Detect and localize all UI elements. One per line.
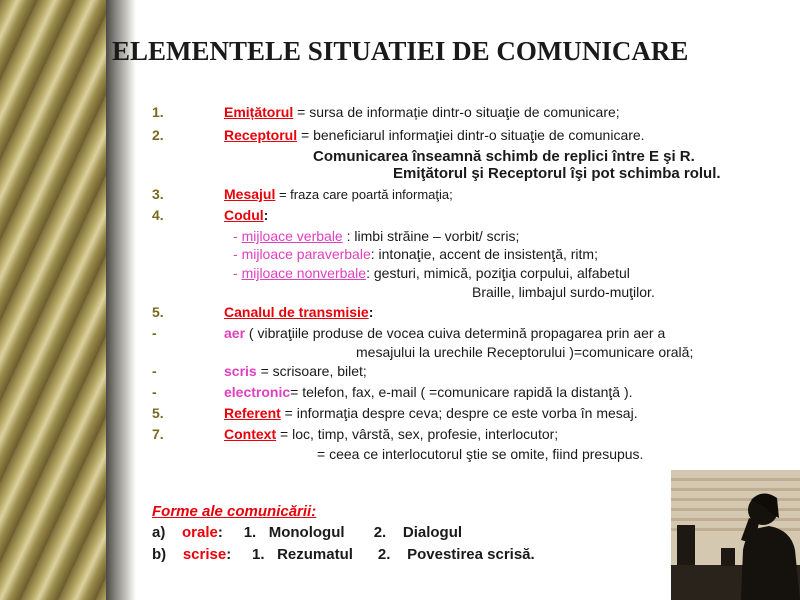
item-desc: = fraza care poartă informaţia; — [275, 187, 453, 202]
context-cont: = ceea ce interlocutorul ştie se omite, fiind presupus. — [317, 446, 644, 462]
code-paraverbal — [233, 246, 598, 262]
slide-title: ELEMENTELE SITUATIEI DE COMUNICARE — [112, 36, 689, 66]
item-number: 2. — [152, 127, 164, 143]
item-desc: : — [368, 304, 374, 320]
item-desc: = scrisoare, bilet; — [256, 363, 367, 379]
forms-type-orale: orale — [182, 524, 218, 541]
code-nonverbal — [233, 265, 630, 281]
forms-heading — [152, 503, 316, 520]
item-emitator — [224, 104, 620, 120]
item-desc: = sursa de informație dintr-o situaţie de comunicare; — [293, 104, 620, 120]
term-referent: Referent — [224, 405, 281, 421]
dash: - — [233, 246, 238, 262]
item-desc: ( vibraţiile produse de vocea cuiva determină propagarea prin aer a — [245, 325, 666, 341]
forms-label: b) — [152, 546, 167, 563]
item-context — [224, 426, 558, 442]
channel-scris — [224, 363, 367, 379]
term-scris: scris — [224, 363, 257, 379]
item-referent — [224, 405, 638, 421]
person-on-phone-icon — [671, 470, 800, 600]
forms-orale — [152, 524, 462, 541]
term-verbal: mijloace verbale — [241, 228, 343, 244]
note-line-1: Comunicarea înseamnă schimb de replici între E şi R. — [313, 148, 695, 165]
item-number: 3. — [152, 186, 164, 202]
item-desc: : intonaţie, accent de insistenţă, ritm; — [370, 246, 598, 262]
bullet-dash: - — [152, 384, 157, 400]
item-desc: : — [263, 207, 269, 223]
term-aer: aer — [224, 325, 246, 341]
forms-scrise — [152, 546, 535, 563]
term-receptor: Receptorul — [224, 127, 298, 143]
phone-call-photo — [671, 470, 800, 600]
channel-aer — [224, 325, 665, 341]
term-paraverbal: mijloace paraverbale — [241, 246, 371, 262]
forms-type-scrise: scrise — [182, 546, 227, 563]
bullet-dash: - — [152, 325, 157, 341]
term-mesaj: Mesajul — [224, 186, 276, 202]
note-line-2: Emiţătorul şi Receptorul îşi pot schimba rolul. — [393, 165, 721, 182]
channel-electronic — [224, 384, 633, 400]
item-desc: = informaţia despre ceva; despre ce este vorba în mesaj. — [280, 405, 638, 421]
item-number: 4. — [152, 207, 164, 223]
dash: - — [233, 265, 238, 281]
item-cod — [224, 207, 268, 223]
term-electronic: electronic — [224, 384, 291, 400]
item-desc: = telefon, fax, e-mail ( =comunicare rapidă la distanţă ). — [290, 384, 633, 400]
item-desc: : limbi străine – vorbit/ scris; — [342, 228, 520, 244]
item-mesaj — [224, 186, 453, 202]
forms-desc: : 1. Rezumatul 2. Povestirea scrisă. — [226, 546, 535, 563]
decorative-side-panel — [0, 0, 106, 600]
item-number: 1. — [152, 104, 164, 120]
item-number: 5. — [152, 304, 164, 320]
forms-desc: : 1. Monologul 2. Dialogul — [217, 524, 463, 541]
item-receptor — [224, 127, 645, 143]
item-desc: : gesturi, mimică, poziţia corpului, alfabetul — [366, 265, 630, 281]
forms-heading-text: Forme ale comunicării: — [152, 503, 317, 520]
channel-aer-cont: mesajului la urechile Receptorului )=comunicare orală; — [356, 344, 694, 360]
item-number: 7. — [152, 426, 164, 442]
dash: - — [233, 228, 238, 244]
item-number: 5. — [152, 405, 164, 421]
term-context: Context — [224, 426, 277, 442]
term-nonverbal: mijloace nonverbale — [241, 265, 367, 281]
decorative-shadow-strip — [106, 0, 136, 600]
bullet-dash: - — [152, 363, 157, 379]
item-canal — [224, 304, 373, 320]
item-desc: = beneficiarul informaţiei dintr-o situaţie de comunicare. — [297, 127, 645, 143]
term-canal: Canalul de transmisie — [224, 304, 369, 320]
term-emitator: Emițătorul — [224, 104, 294, 120]
forms-label: a) — [152, 524, 166, 541]
term-cod: Codul — [224, 207, 264, 223]
code-nonverbal-cont: Braille, limbajul surdo-muţilor. — [472, 284, 655, 300]
code-verbal — [233, 228, 519, 244]
item-desc: = loc, timp, vârstă, sex, profesie, interlocutor; — [276, 426, 559, 442]
